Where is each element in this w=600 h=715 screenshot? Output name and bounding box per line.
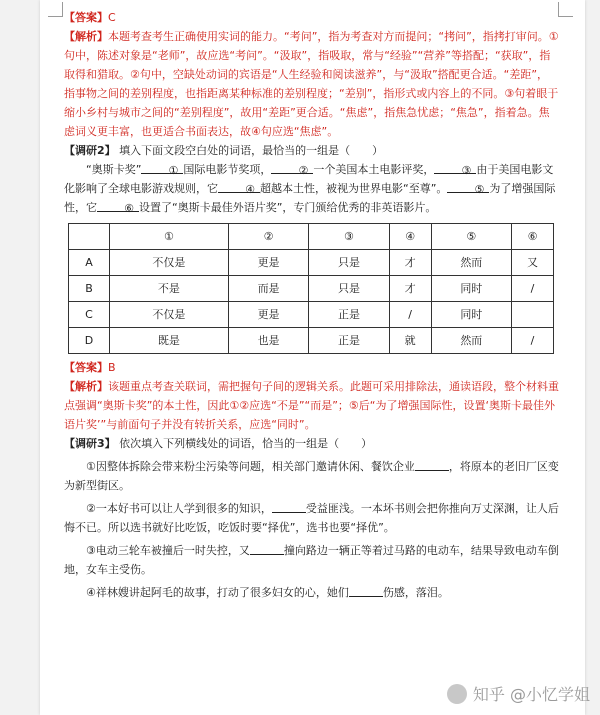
question-2-prompt: 填入下面文段空白处的词语，最恰当的一组是（ ）	[119, 144, 384, 157]
table-cell: 正是	[309, 328, 389, 354]
answer-2-value: B	[108, 361, 116, 374]
table-cell: D	[69, 328, 110, 354]
option-row-d	[69, 328, 554, 354]
blank-2: ②	[271, 161, 313, 174]
answer-2	[64, 358, 559, 377]
table-cell: 就	[389, 328, 431, 354]
table-cell: 只是	[309, 250, 389, 276]
passage-text: 国际电影节奖项，	[183, 163, 272, 176]
item-text: 伤感，落泪。	[382, 586, 449, 599]
table-cell: 而是	[228, 276, 308, 302]
document-content	[64, 8, 559, 602]
table-cell: C	[69, 302, 110, 328]
table-cell: 更是	[228, 250, 308, 276]
answer-2-label: 【答案】	[64, 361, 108, 374]
table-cell: 才	[389, 276, 431, 302]
passage-text: 为了增强国际性，它	[64, 182, 556, 214]
document-page	[40, 0, 585, 715]
fill-blank	[250, 542, 284, 555]
passage-text: 一个美国本土电影评奖，	[313, 163, 435, 176]
header-cell: ③	[309, 224, 389, 250]
table-cell: 才	[389, 250, 431, 276]
table-cell: 正是	[309, 302, 389, 328]
header-cell: ②	[228, 224, 308, 250]
question-2-label: 【调研2】	[64, 144, 116, 157]
option-row-a	[69, 250, 554, 276]
table-cell: 不仅是	[110, 250, 229, 276]
answer-1	[64, 8, 559, 27]
question-2-passage	[64, 160, 559, 217]
table-cell: 同时	[431, 302, 511, 328]
header-cell: ⑥	[512, 224, 554, 250]
header-cell: ④	[389, 224, 431, 250]
analysis-2-label: 【解析】	[64, 380, 108, 393]
watermark	[447, 682, 590, 705]
fill-blank	[415, 458, 449, 471]
option-row-b	[69, 276, 554, 302]
item-text: ③电动三轮车被撞后一时失控，又	[86, 544, 250, 557]
question-3-label: 【调研3】	[64, 437, 116, 450]
crop-mark-top-right	[558, 2, 573, 17]
header-cell	[69, 224, 110, 250]
header-cell: ⑤	[431, 224, 511, 250]
analysis-2-text: 该题重点考查关联词，需把握句子间的逻辑关系。此题可采用排除法，通读语段，整个材料重点强调“奥斯卡奖”的本土性，因此①②应选“不是”“而是”；⑤后“为了增强国际性，设置‘奥斯卡最佳外语片奖’”与前面句子并没有转折关系，应选“同时”。	[64, 380, 559, 431]
question-3-prompt: 依次填入下列横线处的词语，恰当的一组是（ ）	[119, 437, 373, 450]
table-cell: A	[69, 250, 110, 276]
avatar	[447, 684, 467, 704]
crop-mark-top-left	[48, 2, 63, 17]
blank-3: ③	[434, 161, 476, 174]
question-3	[64, 434, 559, 453]
blank-4: ④	[218, 180, 260, 193]
analysis-1-text: 本题考查考生正确使用实词的能力。“考问”，指为考查对方而提问；“拷问”，指拷打审问。①句中，陈述对象是“老师”，故应选“考问”。“汲取”，指吸取，常与“经验”“营养”等搭配；“获取”，指取得和猎取。②句中，空缺处动词的宾语是“人生经验和阅读滋养”，与“汲取”搭配更合适。“差距”，指事物之间的差别程度，也指距离某种标准的差别程度；“差别”，指形式或内容上的不同。③句着眼于缩小乡村与城市之间的“差别程度”，故用“差距”更合适。“焦虑”，指焦急忧虑；“焦急”，指着急。焦虑词义更丰富，也更适合书面表达，故④句应选“焦虑”。	[64, 30, 559, 138]
fill-blank	[272, 500, 306, 513]
table-cell: 不是	[110, 276, 229, 302]
item-text: 撞向路边一辆正等着过马路的电动车，结果导致电动车倒地，女车主受伤。	[64, 544, 559, 576]
blank-1: ①	[141, 161, 183, 174]
item-text: 受益匪浅。一本坏书则会把你推向万丈深渊，让人后悔不已。所以选书就好比吃饭，吃饭时要“择优”，选书也要“择优”。	[64, 502, 559, 534]
question-3-item-1	[64, 457, 559, 495]
table-cell: /	[512, 328, 554, 354]
passage-text: 设置了“奥斯卡最佳外语片奖”，专门颁给优秀的非英语影片。	[139, 201, 437, 214]
passage-text: “奥斯卡奖”	[86, 163, 142, 176]
table-cell: 只是	[309, 276, 389, 302]
answer-1-value: C	[108, 11, 116, 24]
blank-6: ⑥	[97, 199, 139, 212]
table-cell: 更是	[228, 302, 308, 328]
item-text: ①因整体拆除会带来粉尘污染等问题，相关部门邀请休闲、餐饮企业	[86, 460, 415, 473]
table-cell: /	[512, 276, 554, 302]
question-3-item-4	[64, 583, 559, 602]
option-row-c	[69, 302, 554, 328]
table-cell: 然而	[431, 328, 511, 354]
analysis-1-label: 【解析】	[64, 30, 108, 43]
passage-text: 超越本土性，被视为世界电影“至尊”。	[260, 182, 448, 195]
table-cell: B	[69, 276, 110, 302]
options-header-row	[69, 224, 554, 250]
table-cell: 同时	[431, 276, 511, 302]
answer-1-label: 【答案】	[64, 11, 108, 24]
question-3-item-3	[64, 541, 559, 579]
watermark-text: 知乎 @小忆学姐	[472, 685, 590, 704]
table-cell: 也是	[228, 328, 308, 354]
passage-text: 由于美国电影文化影响了全球电影游戏规则，它	[64, 163, 554, 195]
fill-blank	[349, 584, 383, 597]
item-text: ④祥林嫂讲起阿毛的故事，打动了很多妇女的心，她们	[86, 586, 349, 599]
table-cell: 不仅是	[110, 302, 229, 328]
table-cell: 然而	[431, 250, 511, 276]
question-3-item-2	[64, 499, 559, 537]
item-text: ②一本好书可以让人学到很多的知识，	[86, 502, 272, 515]
question-2	[64, 141, 559, 160]
blank-5: ⑤	[447, 180, 489, 193]
header-cell: ①	[110, 224, 229, 250]
options-table	[68, 223, 554, 354]
analysis-2	[64, 377, 559, 434]
item-text: ，将原本的老旧厂区变为新型街区。	[64, 460, 559, 492]
table-cell: 既是	[110, 328, 229, 354]
analysis-1	[64, 27, 559, 141]
table-cell	[512, 302, 554, 328]
table-cell: /	[389, 302, 431, 328]
table-cell: 又	[512, 250, 554, 276]
